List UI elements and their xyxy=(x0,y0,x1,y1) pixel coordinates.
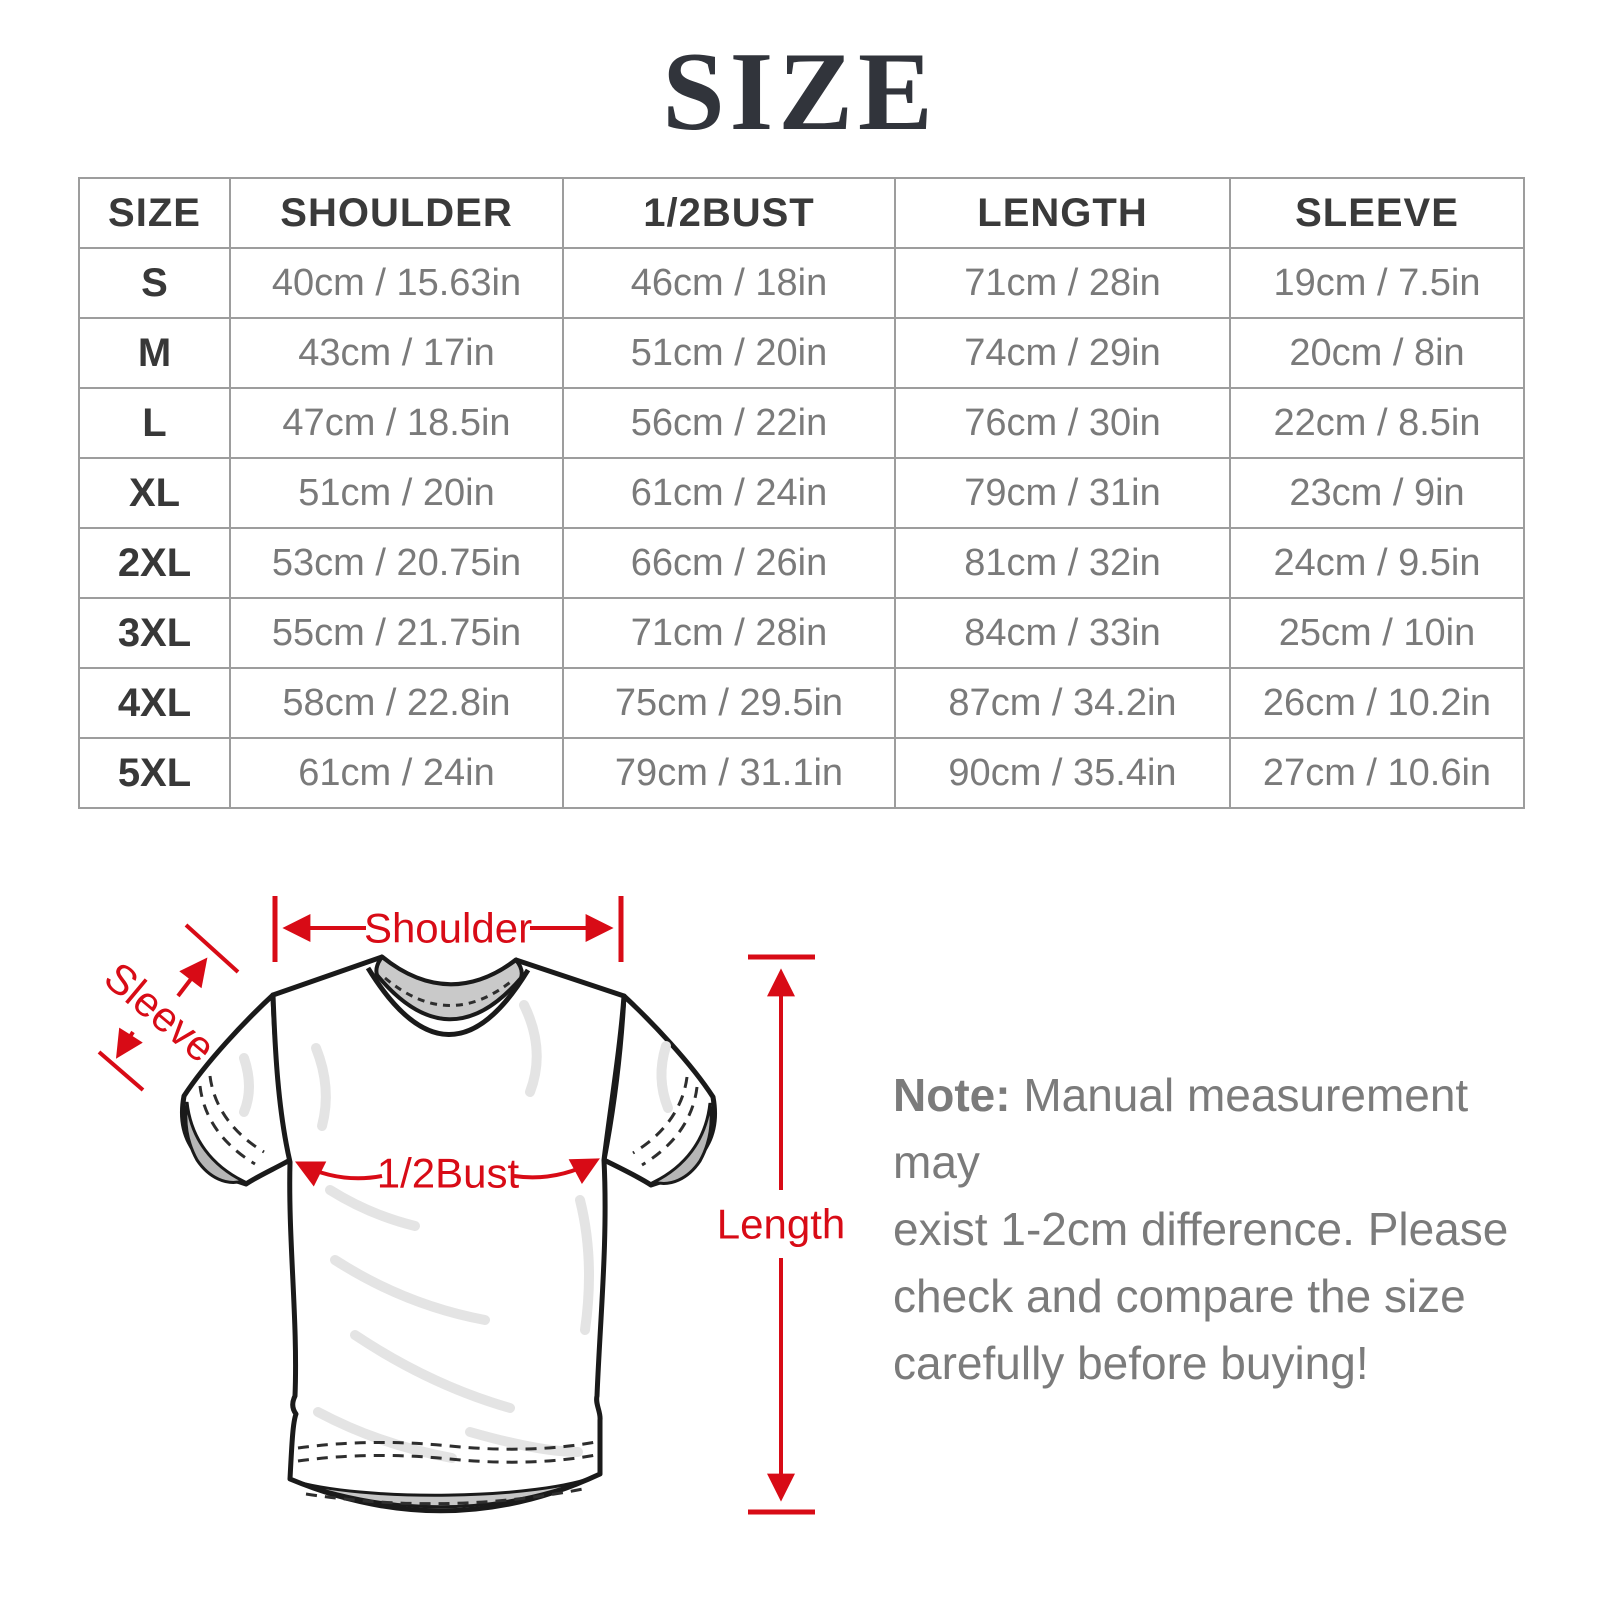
length-cell: 79cm / 31in xyxy=(895,458,1230,528)
column-header-length: LENGTH xyxy=(895,178,1230,248)
note-text xyxy=(893,1062,1523,1397)
shoulder-cell: 40cm / 15.63in xyxy=(230,248,563,318)
sleeve-arrow-up xyxy=(178,962,204,996)
bust-label: 1/2Bust xyxy=(376,1149,520,1197)
size-cell: L xyxy=(79,388,230,458)
bust-cell: 71cm / 28in xyxy=(563,598,895,668)
shoulder-cell: 55cm / 21.75in xyxy=(230,598,563,668)
size-cell: S xyxy=(79,248,230,318)
table-row xyxy=(79,528,1524,598)
sleeve-cell: 25cm / 10in xyxy=(1230,598,1524,668)
table-row xyxy=(79,388,1524,458)
size-cell: 3XL xyxy=(79,598,230,668)
table-row xyxy=(79,248,1524,318)
shoulder-label: Shoulder xyxy=(363,904,533,952)
sleeve-cell: 22cm / 8.5in xyxy=(1230,388,1524,458)
tshirt-illustration xyxy=(182,957,714,1511)
length-cell: 74cm / 29in xyxy=(895,318,1230,388)
length-cell: 87cm / 34.2in xyxy=(895,668,1230,738)
bust-cell: 75cm / 29.5in xyxy=(563,668,895,738)
shoulder-cell: 58cm / 22.8in xyxy=(230,668,563,738)
shoulder-cell: 47cm / 18.5in xyxy=(230,388,563,458)
size-cell: 2XL xyxy=(79,528,230,598)
length-cell: 81cm / 32in xyxy=(895,528,1230,598)
size-cell: M xyxy=(79,318,230,388)
shoulder-cell: 51cm / 20in xyxy=(230,458,563,528)
shoulder-cell: 61cm / 24in xyxy=(230,738,563,808)
bust-cell: 66cm / 26in xyxy=(563,528,895,598)
table-row xyxy=(79,738,1524,808)
sleeve-cell: 19cm / 7.5in xyxy=(1230,248,1524,318)
column-header-size: SIZE xyxy=(79,178,230,248)
table-header-row xyxy=(79,178,1524,248)
size-table xyxy=(78,177,1525,809)
bust-cell: 51cm / 20in xyxy=(563,318,895,388)
bust-cell: 46cm / 18in xyxy=(563,248,895,318)
table-row xyxy=(79,458,1524,528)
length-label: Length xyxy=(716,1200,846,1248)
bust-cell: 79cm / 31.1in xyxy=(563,738,895,808)
column-header-bust: 1/2BUST xyxy=(563,178,895,248)
table-row xyxy=(79,668,1524,738)
size-cell: XL xyxy=(79,458,230,528)
sleeve-cell: 24cm / 9.5in xyxy=(1230,528,1524,598)
page-title: SIZE xyxy=(662,30,938,154)
note-line: carefully before buying! xyxy=(893,1337,1369,1389)
sleeve-tick-bottom xyxy=(99,1052,143,1090)
sleeve-label: Sleeve xyxy=(95,952,225,1072)
length-cell: 84cm / 33in xyxy=(895,598,1230,668)
shoulder-cell: 43cm / 17in xyxy=(230,318,563,388)
size-cell: 5XL xyxy=(79,738,230,808)
length-cell: 76cm / 30in xyxy=(895,388,1230,458)
note-line: exist 1-2cm difference. Please xyxy=(893,1203,1509,1255)
column-header-shoulder: SHOULDER xyxy=(230,178,563,248)
table-row xyxy=(79,318,1524,388)
sleeve-cell: 27cm / 10.6in xyxy=(1230,738,1524,808)
sleeve-cell: 26cm / 10.2in xyxy=(1230,668,1524,738)
column-header-sleeve: SLEEVE xyxy=(1230,178,1524,248)
sleeve-cell: 20cm / 8in xyxy=(1230,318,1524,388)
note-prefix: Note: xyxy=(893,1069,1011,1121)
bust-cell: 56cm / 22in xyxy=(563,388,895,458)
sleeve-tick-top xyxy=(186,925,238,972)
shoulder-measurement xyxy=(275,896,621,962)
bust-cell: 61cm / 24in xyxy=(563,458,895,528)
length-cell: 90cm / 35.4in xyxy=(895,738,1230,808)
note-line: Manual measurement may xyxy=(893,1069,1469,1188)
sleeve-arrow-down xyxy=(119,1032,133,1054)
length-cell: 71cm / 28in xyxy=(895,248,1230,318)
sleeve-cell: 23cm / 9in xyxy=(1230,458,1524,528)
note-line: check and compare the size xyxy=(893,1270,1466,1322)
length-measurement xyxy=(717,957,845,1512)
table-row xyxy=(79,598,1524,668)
size-cell: 4XL xyxy=(79,668,230,738)
shoulder-cell: 53cm / 20.75in xyxy=(230,528,563,598)
tshirt-body xyxy=(273,957,624,1511)
